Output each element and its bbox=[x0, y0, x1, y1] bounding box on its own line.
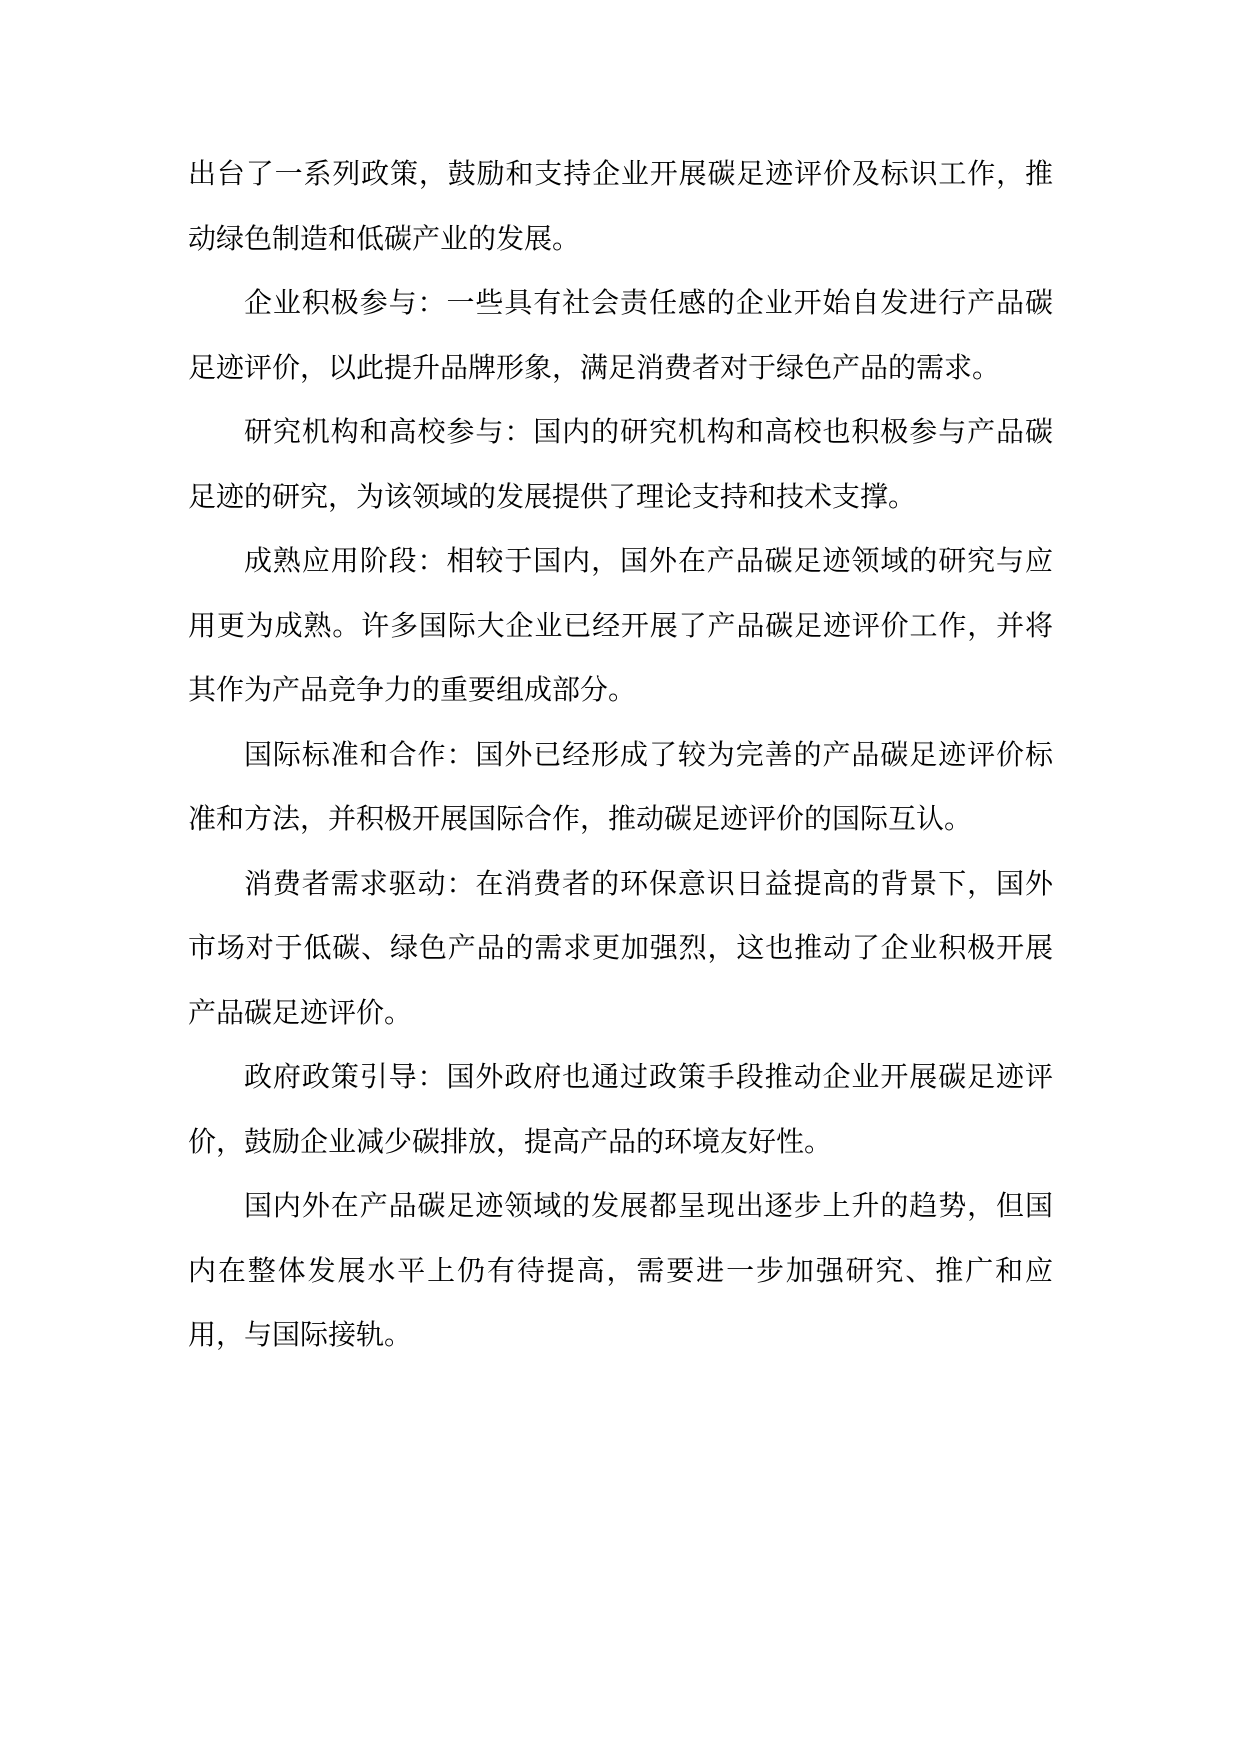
paragraph-policy-continuation: 出台了一系列政策，鼓励和支持企业开展碳足迹评价及标识工作，推动绿色制造和低碳产业的发展。 bbox=[188, 157, 1053, 255]
document-body bbox=[188, 142, 1053, 1368]
paragraph-consumer-demand: 消费者需求驱动：在消费者的环保意识日益提高的背景下，国外市场对于低碳、绿色产品的需求更加强烈，这也推动了企业积极开展产品碳足迹评价。 bbox=[188, 866, 1053, 1029]
paragraph-international-standards: 国际标准和合作：国外已经形成了较为完善的产品碳足迹评价标准和方法，并积极开展国际合作，推动碳足迹评价的国际互认。 bbox=[188, 737, 1053, 835]
paragraph-research-participation: 研究机构和高校参与：国内的研究机构和高校也积极参与产品碳足迹的研究，为该领域的发展提供了理论支持和技术支撑。 bbox=[188, 415, 1053, 513]
paragraph-summary: 国内外在产品碳足迹领域的发展都呈现出逐步上升的趋势，但国内在整体发展水平上仍有待提高，需要进一步加强研究、推广和应用，与国际接轨。 bbox=[188, 1189, 1053, 1351]
paragraph-government-policy: 政府政策引导：国外政府也通过政策手段推动企业开展碳足迹评价，鼓励企业减少碳排放，提高产品的环境友好性。 bbox=[188, 1060, 1053, 1158]
paragraph-mature-application: 成熟应用阶段：相较于国内，国外在产品碳足迹领域的研究与应用更为成熟。许多国际大企业已经开展了产品碳足迹评价工作，并将其作为产品竞争力的重要组成部分。 bbox=[188, 544, 1053, 706]
paragraph-enterprise-participation: 企业积极参与：一些具有社会责任感的企业开始自发进行产品碳足迹评价，以此提升品牌形象，满足消费者对于绿色产品的需求。 bbox=[188, 286, 1053, 384]
